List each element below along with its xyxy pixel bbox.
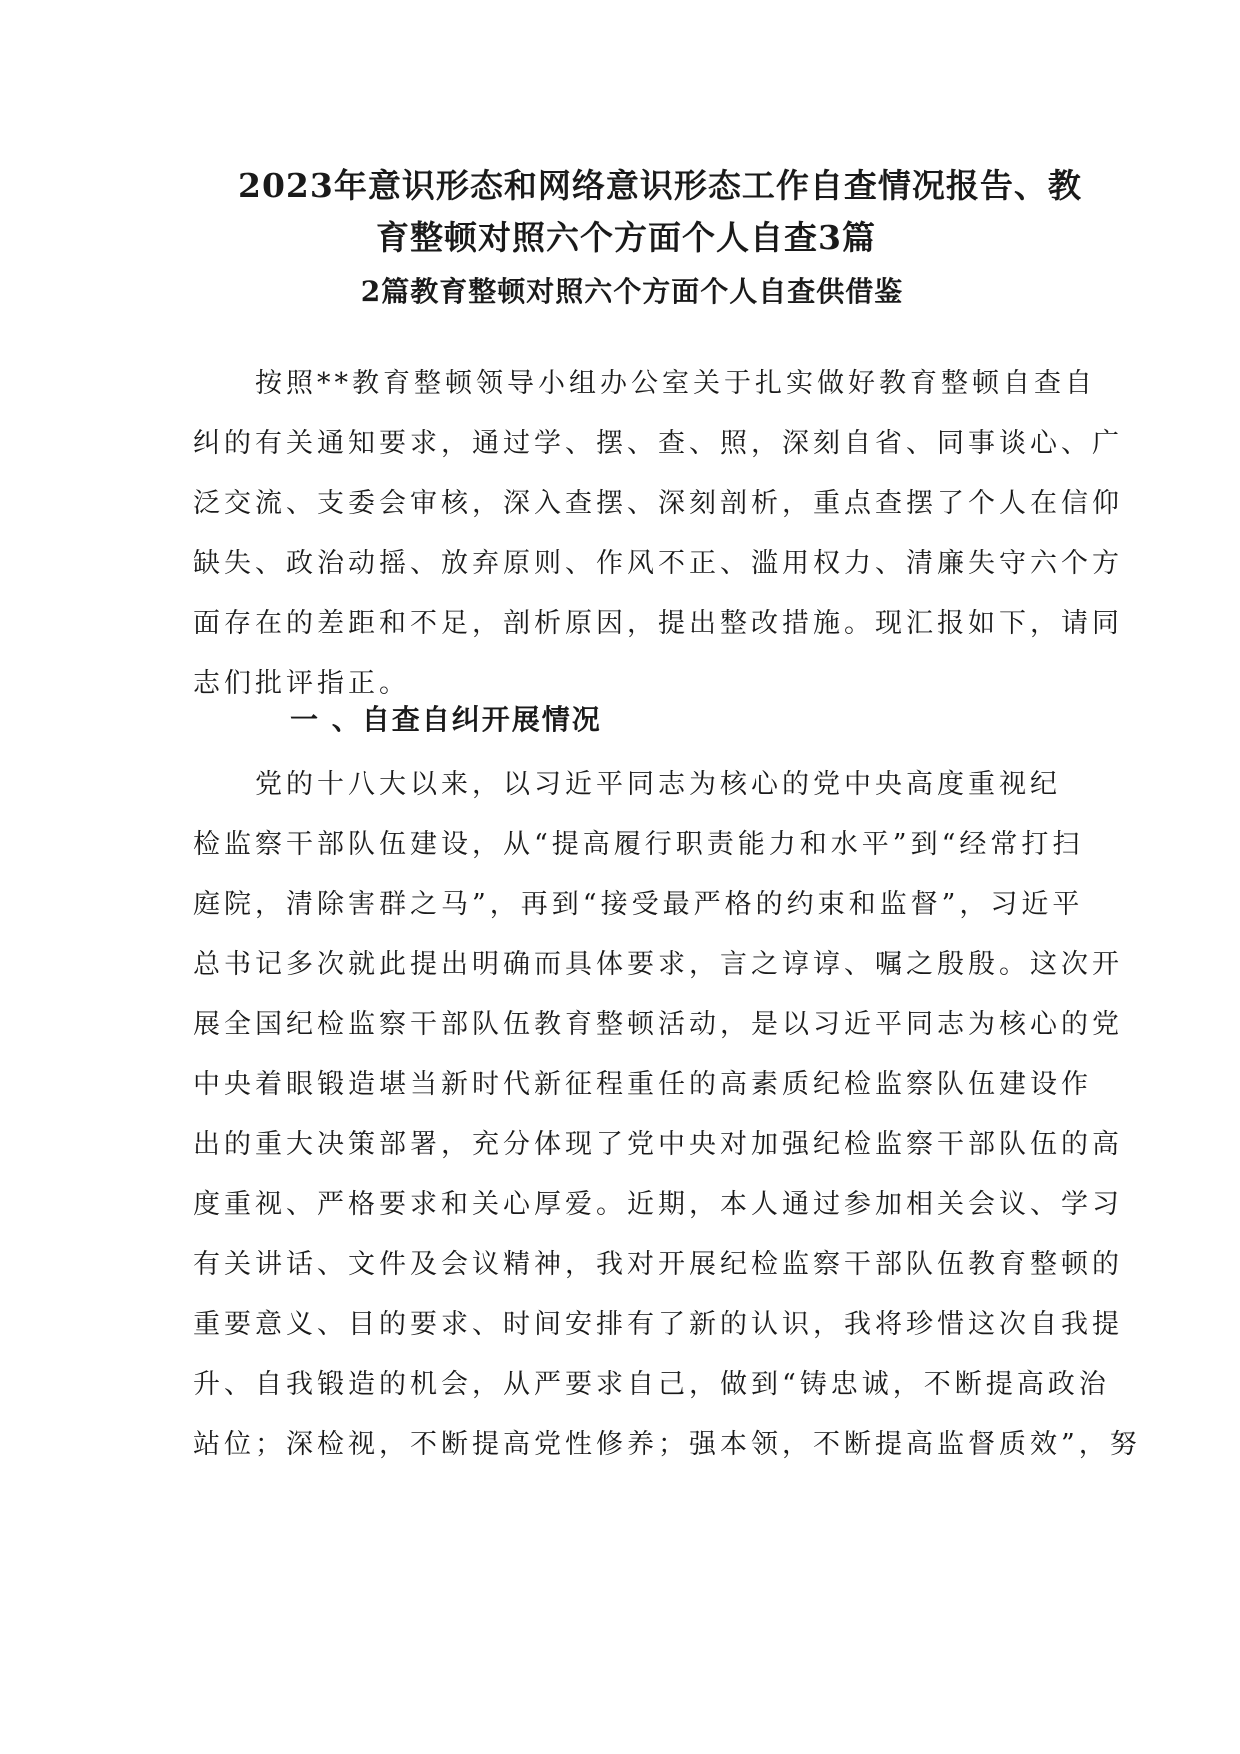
- intro-paragraph-line: 按照**教育整顿领导小组办公室关于扎实做好教育整顿自查自: [255, 368, 1096, 399]
- body-paragraph-line: 有关讲话、文件及会议精神，我对开展纪检监察干部队伍教育整顿的: [193, 1249, 1123, 1280]
- body-paragraph: [193, 755, 1141, 1475]
- intro-paragraph-line: 纠的有关通知要求，通过学、摆、查、照，深刻自省、同事谈心、广: [193, 428, 1123, 459]
- body-paragraph-line: 党的十八大以来，以习近平同志为核心的党中央高度重视纪: [255, 769, 1061, 800]
- body-paragraph-line: 中央着眼锻造堪当新时代新征程重任的高素质纪检监察队伍建设作: [193, 1069, 1092, 1100]
- document-title: [238, 160, 1082, 264]
- body-paragraph-line: 升、自我锻造的机会，从严要求自己，做到“铸忠诚，不断提高政治: [193, 1369, 1110, 1400]
- intro-paragraph-line: 缺失、政治动摇、放弃原则、作风不正、滥用权力、清廉失守六个方: [193, 548, 1123, 579]
- section-heading: 一 、自查自纠开展情况: [290, 703, 602, 736]
- body-paragraph-line: 总书记多次就此提出明确而具体要求，言之谆谆、嘱之殷殷。这次开: [193, 949, 1123, 980]
- body-paragraph-line: 站位；深检视，不断提高党性修养；强本领，不断提高监督质效”，努: [193, 1429, 1141, 1460]
- body-paragraph-line: 重要意义、目的要求、时间安排有了新的认识，我将珍惜这次自我提: [193, 1309, 1123, 1340]
- body-paragraph-line: 庭院，清除害群之马”，再到“接受最严格的约束和监督”，习近平: [193, 889, 1084, 920]
- document-title-line-1: 2023年意识形态和网络意识形态工作自查情况报告、教: [238, 166, 1082, 205]
- document-title-line-2: 育整顿对照六个方面个人自查3篇: [376, 218, 876, 257]
- body-paragraph-line: 展全国纪检监察干部队伍教育整顿活动，是以习近平同志为核心的党: [193, 1009, 1123, 1040]
- document-subtitle: 2篇教育整顿对照六个方面个人自查供借鉴: [360, 275, 904, 308]
- intro-paragraph-line: 泛交流、支委会审核，深入查摆、深刻剖析，重点查摆了个人在信仰: [193, 488, 1123, 519]
- intro-paragraph-line: 面存在的差距和不足，剖析原因，提出整改措施。现汇报如下，请同: [193, 608, 1123, 639]
- intro-paragraph: [193, 354, 1123, 714]
- body-paragraph-line: 出的重大决策部署，充分体现了党中央对加强纪检监察干部队伍的高: [193, 1129, 1123, 1160]
- body-paragraph-line: 检监察干部队伍建设，从“提高履行职责能力和水平”到“经常打扫: [193, 829, 1084, 860]
- intro-paragraph-line: 志们批评指正。: [193, 668, 410, 699]
- body-paragraph-line: 度重视、严格要求和关心厚爱。近期，本人通过参加相关会议、学习: [193, 1189, 1123, 1220]
